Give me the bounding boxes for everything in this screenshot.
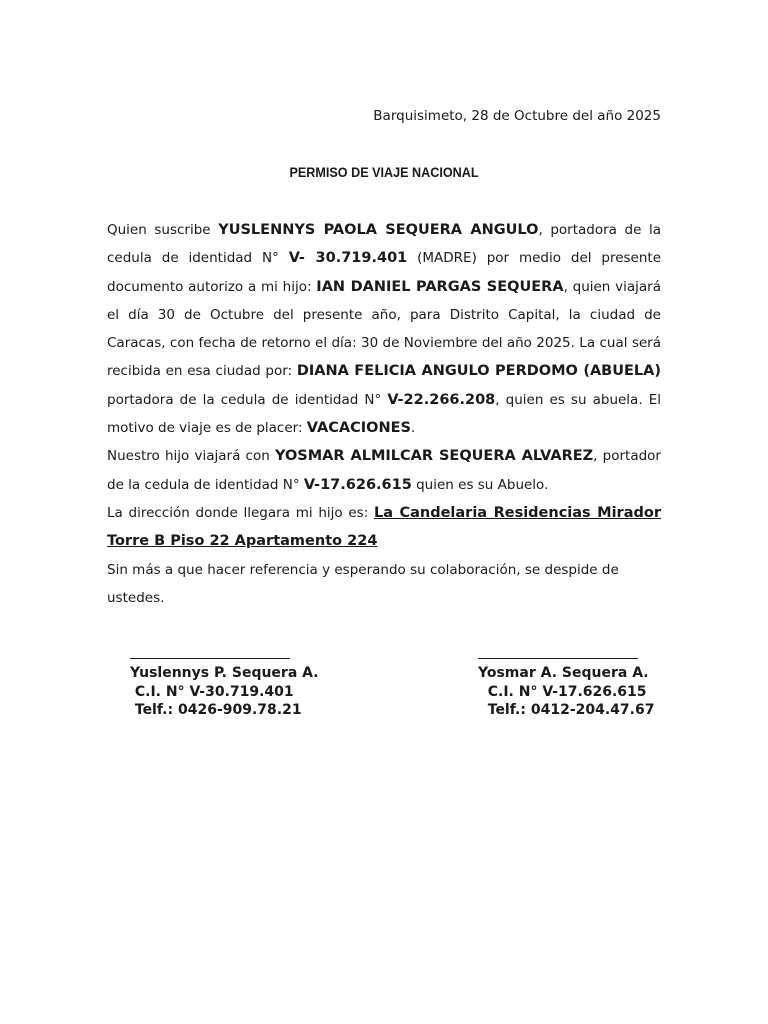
signature-line [130,648,290,659]
signer-id: V- 30.719.401 [288,250,408,267]
document-title: PERMISO DE VIAJE NACIONAL [289,164,479,180]
signature-block-right [478,648,655,720]
receiver-id: V-22.266.208 [387,391,496,408]
text-segment: , portador de la cedula de identidad N° [107,448,661,493]
signer-name: YUSLENNYS PAOLA SEQUERA ANGULO [218,222,539,238]
paragraph-authorization [107,216,661,442]
closing-line: Sin más a que hacer referencia y esperando su colaboración, se despide de ustedes. [107,561,619,606]
signature-block-left [130,648,319,720]
child-name: IAN DANIEL PARGAS SEQUERA [316,278,564,295]
text-segment: portadora de la cedula de identidad N° [107,391,388,408]
signature-line [478,648,638,659]
date-line: Barquisimeto, 28 de Octubre del año 2025 [373,108,661,124]
companion-printed-name: Yosmar A. Sequera A. [478,665,649,681]
document-body [107,216,661,612]
paragraph-address [107,499,661,556]
companion-ci: C.I. N° V-17.626.615 [478,683,647,700]
companion-id: V-17.626.615 [303,476,412,493]
companion-phone: Telf.: 0412-204.47.67 [478,702,655,718]
travel-reason: VACACIONES [306,420,411,437]
destination-address: La Candelaria Residencias Mirador Torre B Piso 22 Apartamento 224 [107,504,661,550]
signer-ci: C.I. N° V-30.719.401 [130,683,294,700]
text-segment: , quien viajará el día 30 de Octubre del presente año, para Distrito Capital, la ciudad de Caracas, con fecha de retorno el día: 30 de Noviembre del año 2025. La cual será recibida en esa ciudad por: [107,278,661,380]
text-segment: (MADRE) por medio del presente documento autorizo a mi hijo: [107,250,661,295]
text-segment: Nuestro hijo viajará con [107,448,275,465]
paragraph-companion [107,442,661,499]
text-segment: Quien suscribe [107,222,219,238]
signer-printed-name: Yuslennys P. Sequera A. [130,665,319,681]
text-segment: La dirección donde llegara mi hijo es: [107,504,374,521]
text-segment: . [410,420,416,437]
companion-name: YOSMAR ALMILCAR SEQUERA ALVAREZ [274,448,594,465]
text-segment: quien es su Abuelo. [411,476,549,493]
signer-phone: Telf.: 0426-909.78.21 [130,702,302,718]
text-segment: , portadora de la cedula de identidad N° [107,222,661,267]
receiver-name: DIANA FELICIA ANGULO PERDOMO (ABUELA) [296,363,661,380]
text-segment: , quien es su abuela. El motivo de viaje es de placer: [107,391,661,437]
